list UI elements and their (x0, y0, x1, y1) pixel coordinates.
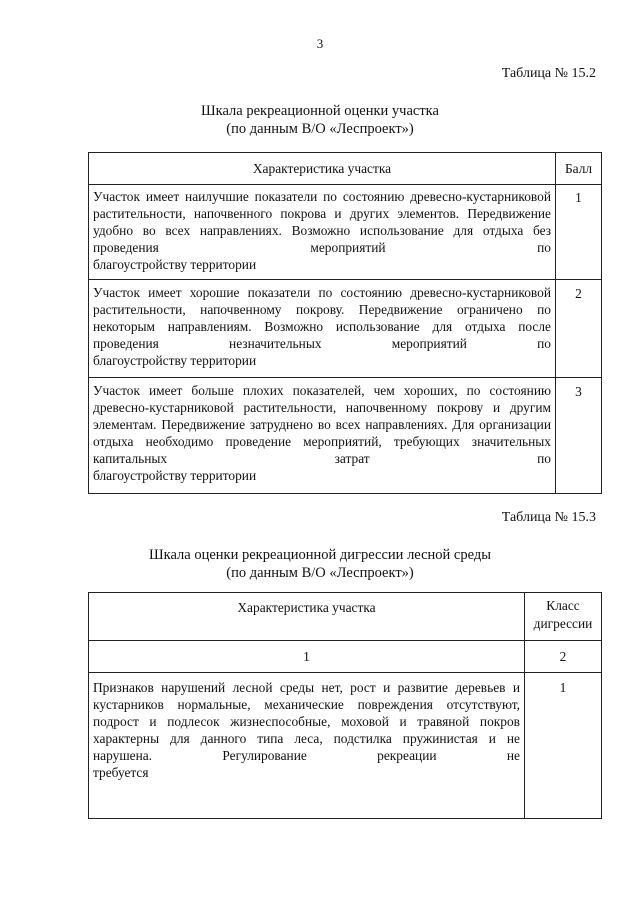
row-characteristic (89, 185, 556, 280)
page-number: 3 (316, 36, 324, 51)
column-number: 2 (525, 641, 602, 673)
table-title-line: Шкала рекреационной оценки участка (201, 103, 439, 119)
recreation-scale-table (88, 152, 602, 494)
row-text: Участок имеет хорошие показатели по состоянию древесно-кустарниковой растительности, напочвенному покрову. Передвижение ограничено по некоторым направлениям. Возможно использование для отдыха после проведения незначительных мероприятий по (93, 285, 551, 351)
row-score: 2 (556, 280, 602, 378)
row-characteristic (89, 673, 525, 819)
table-title-line: Шкала оценки рекреационной дигрессии лесной среды (149, 547, 491, 563)
row-score: 1 (556, 185, 602, 280)
row-text: Участок имеет наилучшие показатели по состоянию древесно-кустарниковой растительности, напочвенного покрова и других элементов. Передвижение удобно во всех направлениях. Возможно использование для отдыха без проведения мероприятий по (93, 189, 551, 255)
table-label: Таблица № 15.2 (501, 66, 596, 81)
row-text-last: благоустройству территории (93, 257, 257, 272)
column-number-row (89, 641, 602, 673)
table-subtitle: (по данным В/О «Леспроект») (226, 121, 414, 137)
header-score: Балл (556, 153, 602, 185)
table-label: Таблица № 15.3 (501, 510, 596, 525)
row-characteristic (89, 280, 556, 378)
table-row (89, 378, 602, 494)
table-row (89, 185, 602, 280)
header-characteristic: Характеристика участка (89, 153, 556, 185)
header-characteristic: Характеристика участка (89, 593, 525, 641)
row-text-last: требуется (93, 765, 149, 780)
table-title (0, 546, 640, 582)
table-title (0, 102, 640, 138)
row-text-last: благоустройству территории (93, 353, 257, 368)
table-header-row (89, 593, 602, 641)
digression-scale-table (88, 592, 602, 819)
row-text-last: благоустройству территории (93, 468, 257, 483)
row-score: 3 (556, 378, 602, 494)
table-row (89, 280, 602, 378)
table-row (89, 673, 602, 819)
row-text: Участок имеет больше плохих показателей, чем хороших, по состоянию древесно-кустарниковой растительности, напочвенному покрову и другим элементам. Передвижение затруднено во всех направлениях. Для организации отдыха необходимо проведение мероприятий, требующих значительных капитальных затрат по (93, 383, 551, 466)
row-class: 1 (525, 673, 602, 819)
table-header-row (89, 153, 602, 185)
header-digression-class: Класс дигрессии (525, 593, 602, 641)
column-number: 1 (89, 641, 525, 673)
table-subtitle: (по данным В/О «Леспроект») (226, 565, 414, 581)
row-characteristic (89, 378, 556, 494)
row-text: Признаков нарушений лесной среды нет, рост и развитие деревьев и кустарников нормальные, механические повреждения отсутствуют, подрост и подлесок жизнеспособные, моховой и травяной покров характерны для данного типа леса, подстилка пружинистая и не нарушена. Регулирование рекреации не (93, 680, 520, 763)
